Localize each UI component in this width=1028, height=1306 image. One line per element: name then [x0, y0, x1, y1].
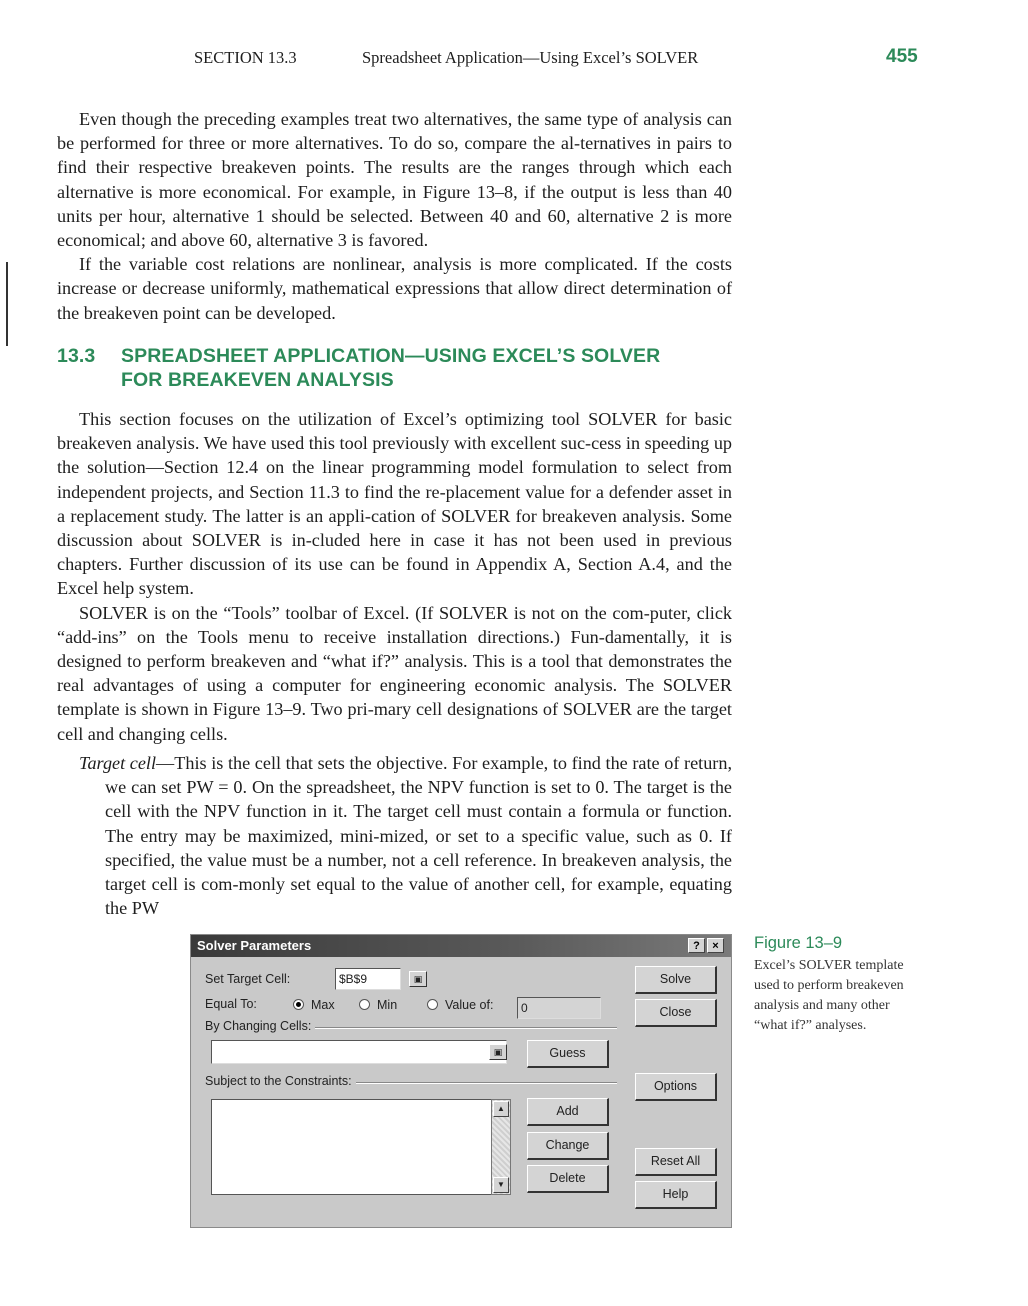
section-heading-line2: FOR BREAKEVEN ANALYSIS	[121, 369, 394, 391]
figure-caption	[754, 934, 924, 1036]
solver-dialog	[190, 934, 732, 1228]
reset-all-button[interactable]: Reset All	[635, 1148, 717, 1176]
collapse-dialog-icon[interactable]: ▣	[409, 971, 427, 987]
section-heading-line1: SPREADSHEET APPLICATION—USING EXCEL’S SOLVER	[121, 345, 661, 367]
min-radio[interactable]	[359, 999, 370, 1010]
figure-caption-title: Figure 13–9	[754, 934, 843, 952]
constraints-list[interactable]	[211, 1099, 511, 1195]
value-of-input[interactable]: 0	[517, 997, 601, 1019]
constraints-label: Subject to the Constraints:	[205, 1074, 356, 1088]
max-label: Max	[311, 998, 335, 1012]
changing-cells-input[interactable]	[211, 1040, 507, 1064]
paragraph: Even though the preceding examples treat two alternatives, the same type of analysis can be performed for three or more alternatives. To do so, compare the al-ternatives in pairs to find their respective breakeven points. The results are the ranges through which each alternative is more economical. For example, in Figure 13–8, if the output is less than 40 units per hour, alternative 1 should be selected. Between 40 and 60, alternative 2 is more economical; and above 60, alternative 3 is favored.	[57, 109, 732, 251]
add-button[interactable]: Add	[527, 1098, 609, 1126]
section-number: 13.3	[57, 345, 96, 367]
solve-button[interactable]: Solve	[635, 966, 717, 994]
target-cell-label: Set Target Cell:	[205, 972, 291, 986]
constraints-scrollbar[interactable]	[491, 1099, 511, 1195]
min-label: Min	[377, 998, 398, 1012]
options-button[interactable]: Options	[635, 1073, 717, 1101]
close-button[interactable]: Close	[635, 999, 717, 1027]
help-icon[interactable]: ?	[688, 938, 705, 953]
equal-to-label: Equal To:	[205, 997, 257, 1011]
definition-block	[57, 751, 732, 920]
running-head-section: SECTION 13.3	[194, 48, 297, 67]
scroll-down-icon[interactable]: ▼	[493, 1177, 509, 1193]
paragraph: If the variable cost relations are nonlinear, analysis is more complicated. If the costs increase or decrease uniformly, mathematical expressions that allow direct determination of the breakeven point can be developed.	[57, 254, 732, 323]
change-button[interactable]: Change	[527, 1132, 609, 1160]
dialog-title: Solver Parameters	[197, 938, 312, 953]
dialog-titlebar	[191, 935, 731, 957]
term: Target cell	[79, 753, 157, 773]
paragraph: SOLVER is on the “Tools” toolbar of Excel. (If SOLVER is not on the com-puter, click “add-ins” on the Tools menu to receive installation directions.) Fun-damentally, it is designed to perform breakeven and “what if?” analysis. This is a tool that demonstrates the real advantages of using a computer for engineering economic analysis. The SOLVER template is shown in Figure 13–9. Two pri-mary cell designations of SOLVER are the target cell and changing cells.	[57, 602, 732, 744]
section-heading	[57, 344, 660, 392]
target-cell-input[interactable]: $B$9	[335, 968, 401, 990]
figure-caption-text: Excel’s SOLVER template used to perform breakeven analysis and many other “what if?” analyses.	[754, 958, 904, 1033]
delete-button[interactable]: Delete	[527, 1165, 609, 1193]
value-of-label: Value of:	[445, 998, 494, 1012]
scroll-up-icon[interactable]: ▲	[493, 1101, 509, 1117]
top-text-block	[57, 107, 732, 325]
close-icon[interactable]: ×	[707, 938, 724, 953]
help-button[interactable]: Help	[635, 1181, 717, 1209]
margin-rule	[6, 262, 8, 346]
running-head-title: Spreadsheet Application—Using Excel’s SOLVER	[362, 48, 699, 67]
running-head	[0, 48, 1028, 72]
changing-cells-label: By Changing Cells:	[205, 1019, 315, 1033]
section-text-block	[57, 407, 732, 746]
collapse-dialog-icon[interactable]: ▣	[489, 1044, 507, 1060]
guess-button[interactable]: Guess	[527, 1040, 609, 1068]
definition-text: —This is the cell that sets the objective. For example, to find the rate of return, we can set PW = 0. On the spreadsheet, the NPV function is set to 0. The target is the cell with the NPV function in it. The target cell must contain a formula or function. The entry may be maximized, mini-mized, or set to a specific value, such as 0. If specified, the value must be a number, not a cell reference. In breakeven analysis, the target cell is com-monly set equal to the value of another cell, for example, equating the PW	[105, 753, 732, 919]
value-of-radio[interactable]	[427, 999, 438, 1010]
max-radio[interactable]	[293, 999, 304, 1010]
target-cell-definition	[57, 751, 732, 920]
page-number: 455	[886, 46, 918, 67]
paragraph: This section focuses on the utilization of Excel’s optimizing tool SOLVER for basic breakeven analysis. We have used this tool previously with excellent suc-cess in speeding up the solution—Section 12.4 on the linear programming model formulation to select from independent projects, and Section 11.3 to find the re-placement value for a defender asset in a replacement study. The latter is an appli-cation of SOLVER for breakeven analysis. Some discussion about SOLVER is in-cluded here in case it has not been used in previous chapters. Further discussion of its use can be found in Appendix A, Section A.4, and the Excel help system.	[57, 409, 733, 599]
